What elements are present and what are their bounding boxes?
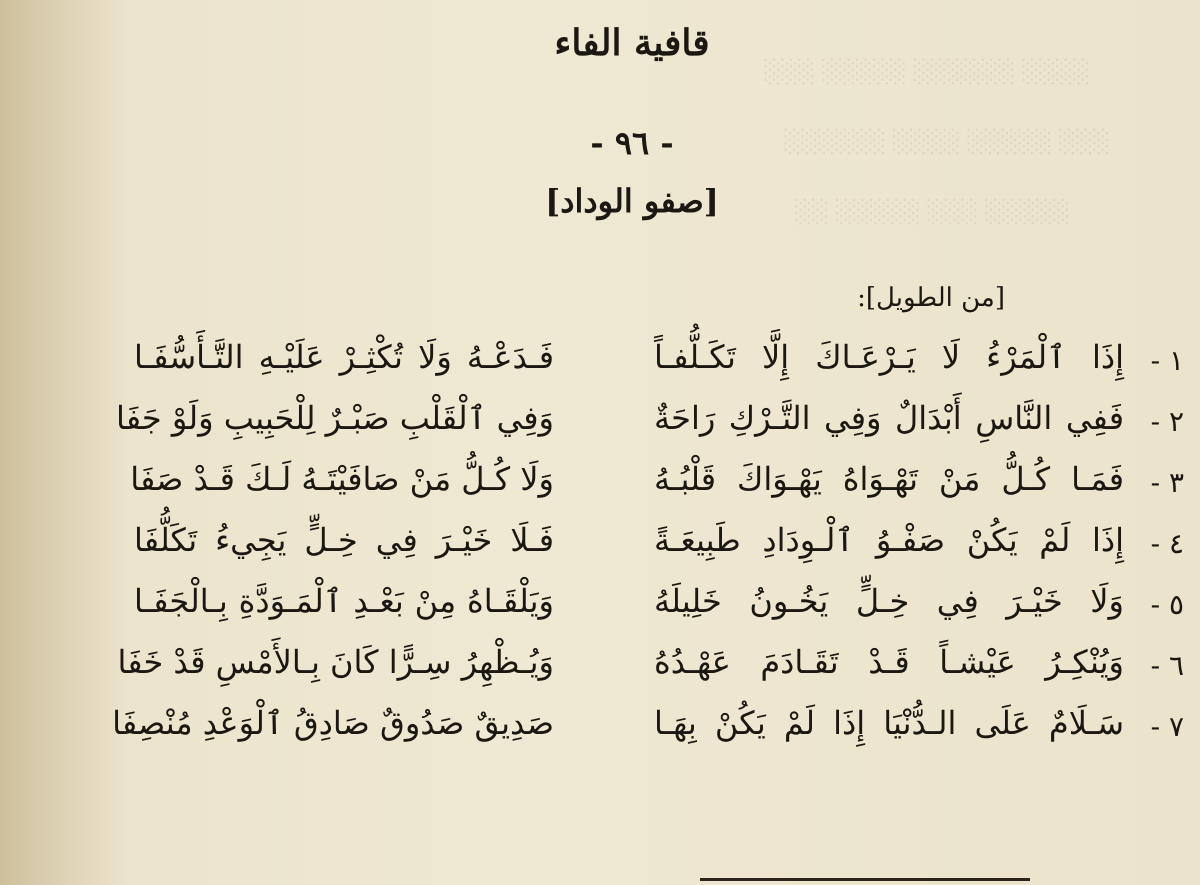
verse-first-hemistich: إِذَا لَمْ يَكُنْ صَفْـوُ ٱلْـوِدَادِ طَبِيعَـةً [654,521,1124,559]
verse-first-hemistich: فَفِي النَّاسِ أَبْدَالٌ وَفِي التَّـرْكِ رَاحَةٌ [654,399,1124,437]
verse-list [112,338,1184,765]
verse [124,521,1184,582]
book-page [62,0,1200,885]
verse-number: ٥ - [1150,588,1184,621]
verse-first-hemistich: وَلَا خَيْـرَ فِي خِـلٍّ يَخُـونُ خَلِيلَهُ [654,582,1124,620]
verse-first-hemistich: وَيُنْكِـرُ عَيْشـاً قَـدْ تَقَـادَمَ عَهْـدُهُ [654,643,1124,681]
page-gutter [0,0,62,885]
verse [124,582,1184,643]
verse-second-hemistich: فَـدَعْـهُ وَلَا تُكْثِـرْ عَلَيْـهِ التَّـأَسُّفَـا [134,338,554,376]
verse-number: ٣ - [1150,466,1184,499]
verse-number: ٧ - [1150,710,1184,743]
verse-second-hemistich: وَلَا كُـلُّ مَنْ صَافَيْتَـهُ لَـكَ قَـدْ صَفَا [130,460,554,498]
verse-second-hemistich: وَيَلْقَـاهُ مِنْ بَعْـدِ ٱلْمَـوَدَّةِ بِـالْجَفَـا [134,582,554,620]
chapter-title: قافية الفاء [554,22,710,64]
verse-number: ١ - [1150,344,1184,377]
poem-subtitle: [صفو الوداد] [545,182,719,220]
verse [115,399,1184,460]
verse-second-hemistich: وَفِي ٱلْقَلْبِ صَبْـرٌ لِلْحَبِيبِ وَلَوْ جَفَا [115,399,554,437]
bleed-through-text: ░░░░░ ░░░ ░░░░░ ░░ [795,200,1070,225]
poem-number: - ٩٦ - [590,124,674,162]
bleed-through-text: ░░░ ░░░░░ ░░░░ ░░░░░░ [784,130,1110,155]
bleed-through-text: ░░░░ ░░░░░░ ░░░░░ ░░░ [764,60,1090,85]
verse-number: ٦ - [1150,649,1184,682]
verse-second-hemistich: صَدِيقٌ صَدُوقٌ صَادِقُ ٱلْوَعْدِ مُنْصِفَا [112,704,554,742]
verse-number: ٤ - [1150,527,1184,560]
verse [112,704,1184,765]
verse-number: ٢ - [1150,405,1184,438]
verse-second-hemistich: فَـلَا خَيْـرَ فِي خِـلٍّ يَجِيءُ تَكَلُّفَا [134,521,554,559]
verse-second-hemistich: وَيُـظْهِرُ سِـرًّا كَانَ بِـالأَمْسِ قَدْ خَفَا [117,643,554,681]
verse [124,460,1184,521]
verse [124,338,1184,399]
verse-first-hemistich: إِذَا ٱلْمَرْءُ لَا يَـرْعَـاكَ إِلَّا تَكَـلُّفـاً [654,338,1124,376]
verse-first-hemistich: فَمَـا كُـلُّ مَنْ تَهْـوَاهُ يَهْـوَاكَ قَلْبُـهُ [654,460,1124,498]
verse-first-hemistich: سَـلَامٌ عَلَى الـدُّنْيَا إِذَا لَمْ يَكُنْ بِهَـا [654,704,1124,742]
poem-meter: [من الطويل]: [857,283,1005,313]
page-bottom-rule [700,878,1030,881]
verse [117,643,1184,704]
